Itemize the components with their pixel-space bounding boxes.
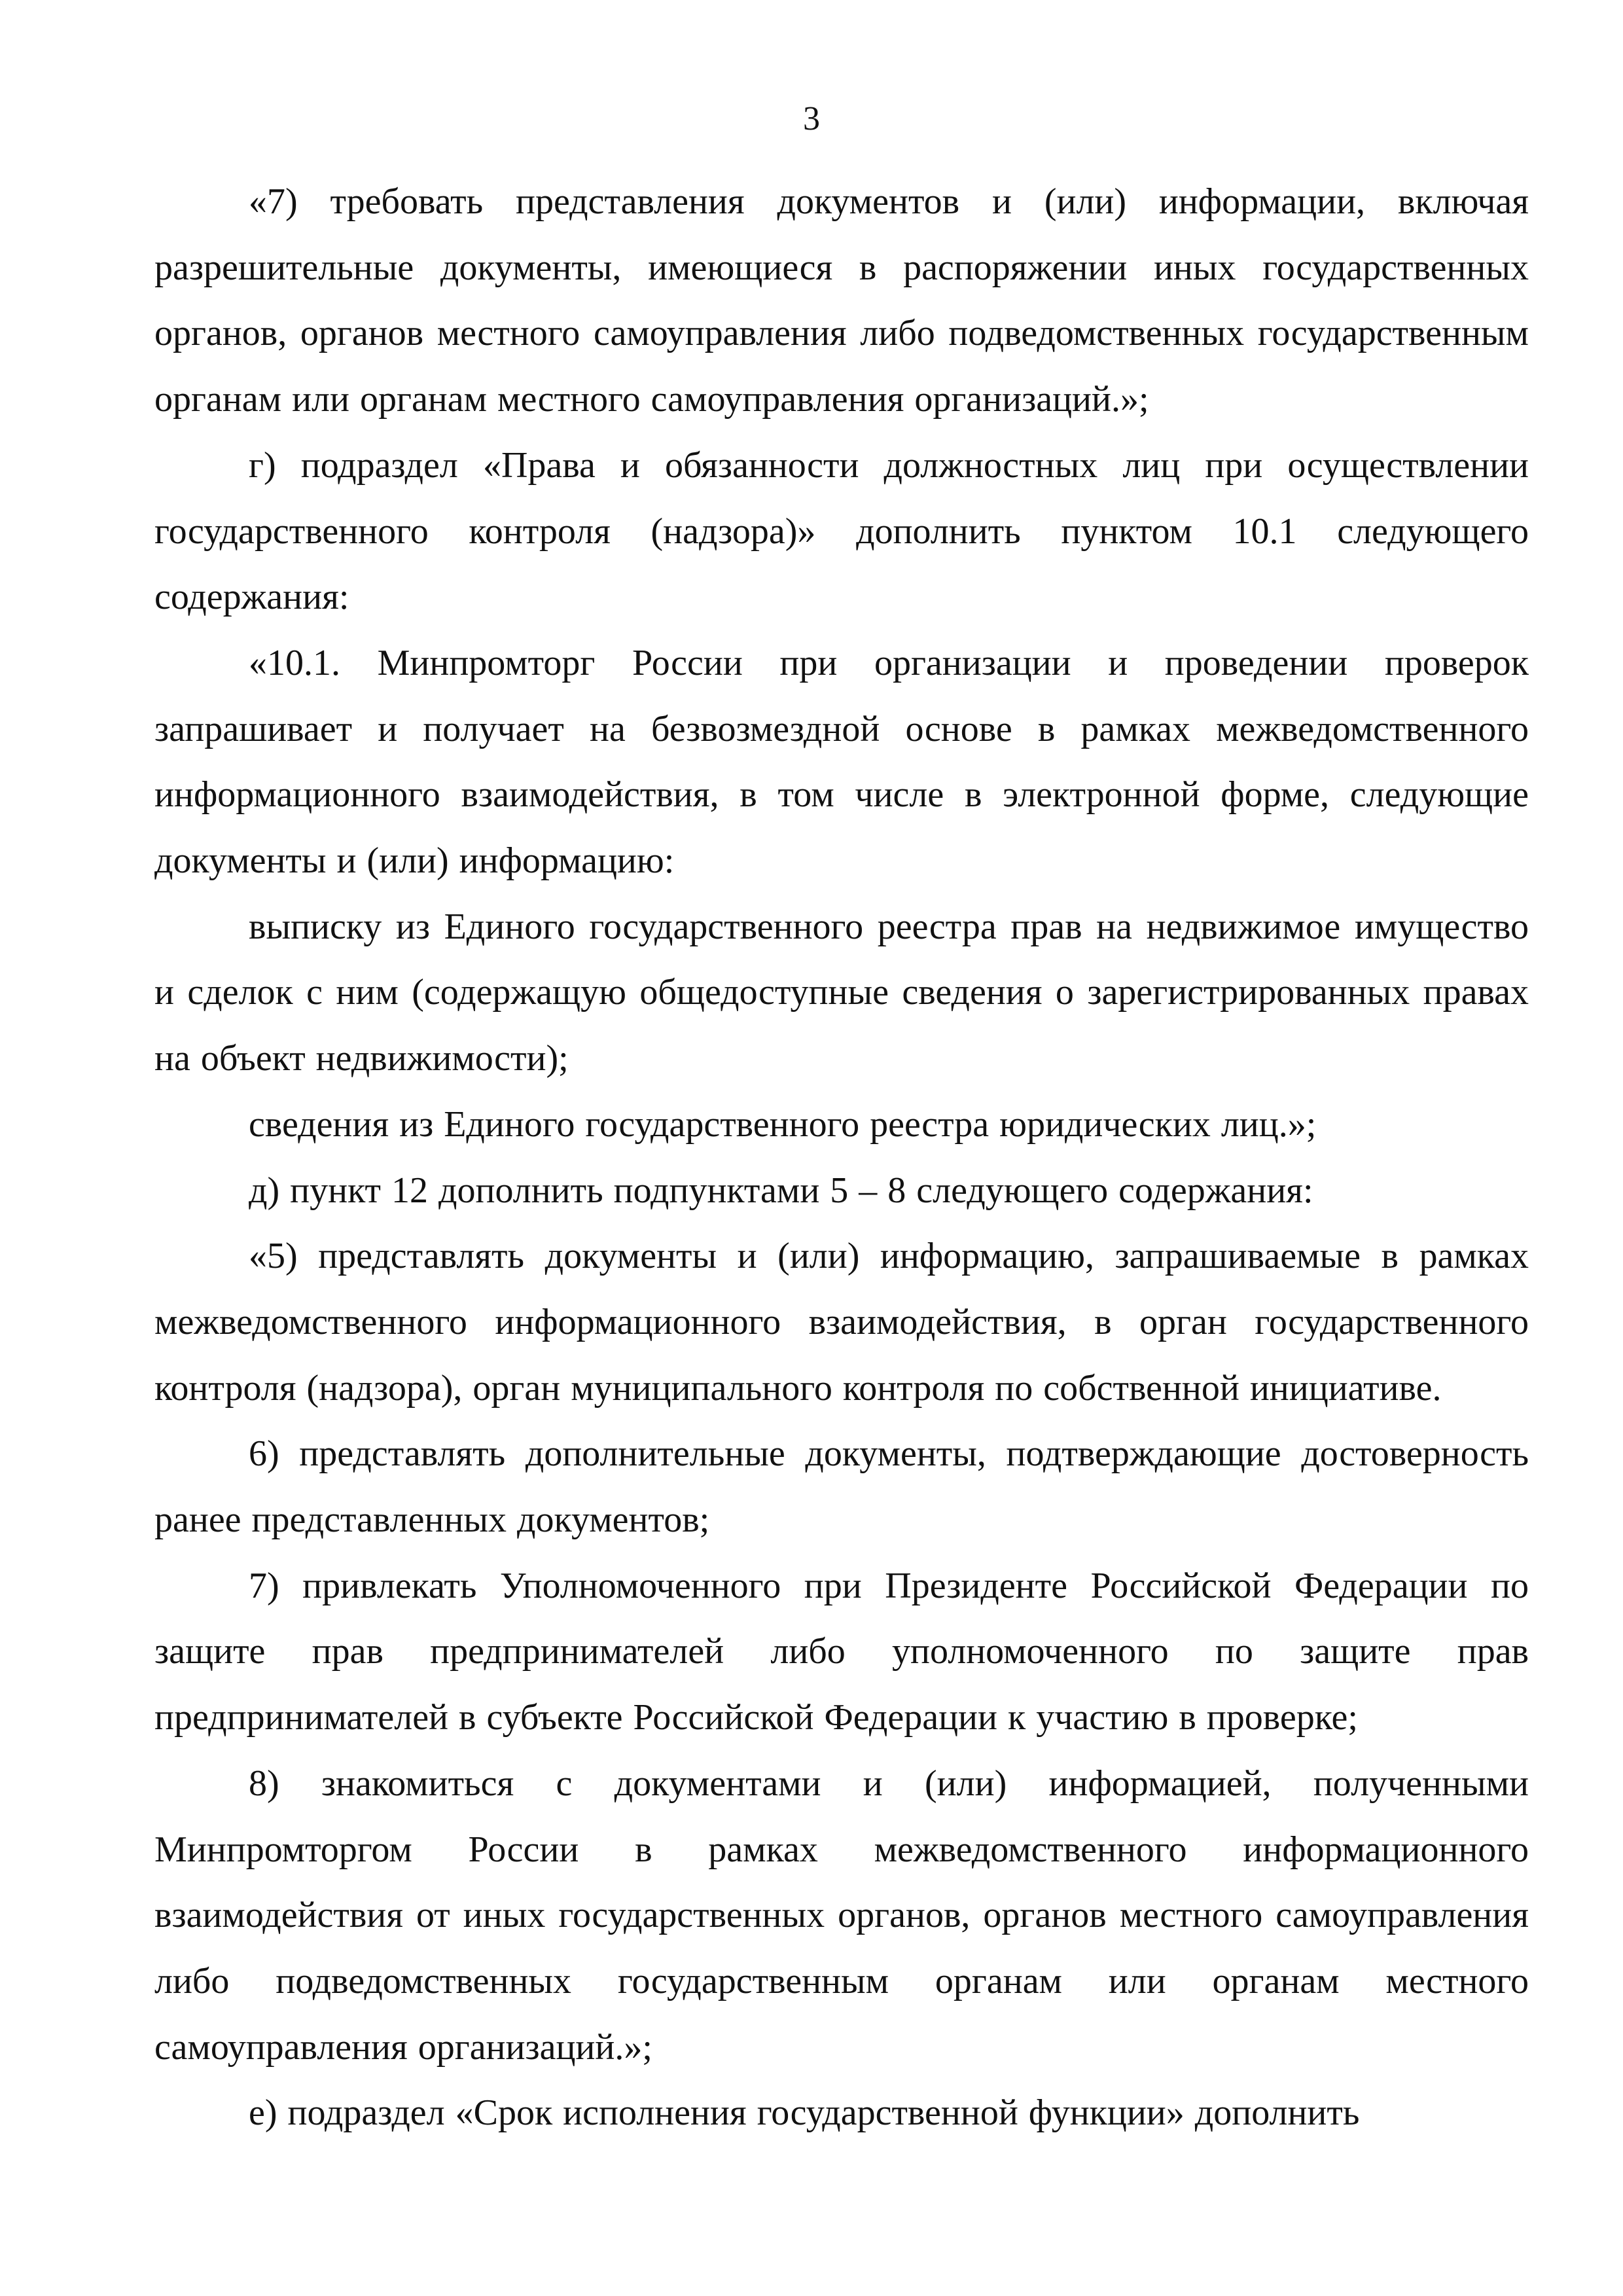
paragraph-item-8: 8) знакомиться с документами и (или) информацией, полученными Минпромторгом России в рамках межведомственного информационного взаимодействия от иных государственных органов, органов местного самоуправления либо подведомственных государственным органам или органам местного самоуправления организаций.»;: [154, 1763, 1529, 2068]
paragraph-item-7: «7) требовать представления документов и (или) информации, включая разрешительные документы, имеющиеся в распоряжении иных государственных органов, органов местного самоуправления либо подведомственных государственным органам или органам местного самоуправления организаций.»;: [154, 181, 1529, 420]
paragraph-subsection-e: е) подраздел «Срок исполнения государственной функции» дополнить: [249, 2092, 1360, 2134]
paragraph-legal-entities-registry: сведения из Единого государственного реестра юридических лиц.»;: [249, 1103, 1317, 1145]
paragraph-real-estate-extract: выписку из Единого государственного реестра прав на недвижимое имущество и сделок с ним (содержащую общедоступные сведения о зарегистрированных правах на объект недвижимости);: [154, 906, 1529, 1079]
paragraph-item-7-ombudsman: 7) привлекать Уполномоченного при Президенте Российской Федерации по защите прав предпринимателей либо уполномоченного по защите прав предпринимателей в субъекте Российской Федерации к участию в проверке;: [154, 1565, 1529, 1738]
paragraph-point-10-1: «10.1. Минпромторг России при организации и проведении проверок запрашивает и получает на безвозмездной основе в рамках межведомственного информационного взаимодействия, в том числе в электронной форме, следующие документы и (или) информацию:: [154, 642, 1529, 882]
paragraph-item-6: 6) представлять дополнительные документы, подтверждающие достоверность ранее представленных документов;: [154, 1433, 1529, 1541]
document-body: [154, 169, 1529, 2146]
page-number: 3: [803, 100, 820, 137]
paragraph-subsection-g: г) подраздел «Права и обязанности должностных лиц при осуществлении государственного контроля (надзора)» дополнить пунктом 10.1 следующего содержания:: [154, 444, 1529, 618]
paragraph-item-5: «5) представлять документы и (или) информацию, запрашиваемые в рамках межведомственного информационного взаимодействия, в орган государственного контроля (надзора), орган муниципального контроля по собственной инициативе.: [154, 1236, 1529, 1408]
paragraph-subsection-d: д) пункт 12 дополнить подпунктами 5 – 8 следующего содержания:: [249, 1170, 1313, 1211]
